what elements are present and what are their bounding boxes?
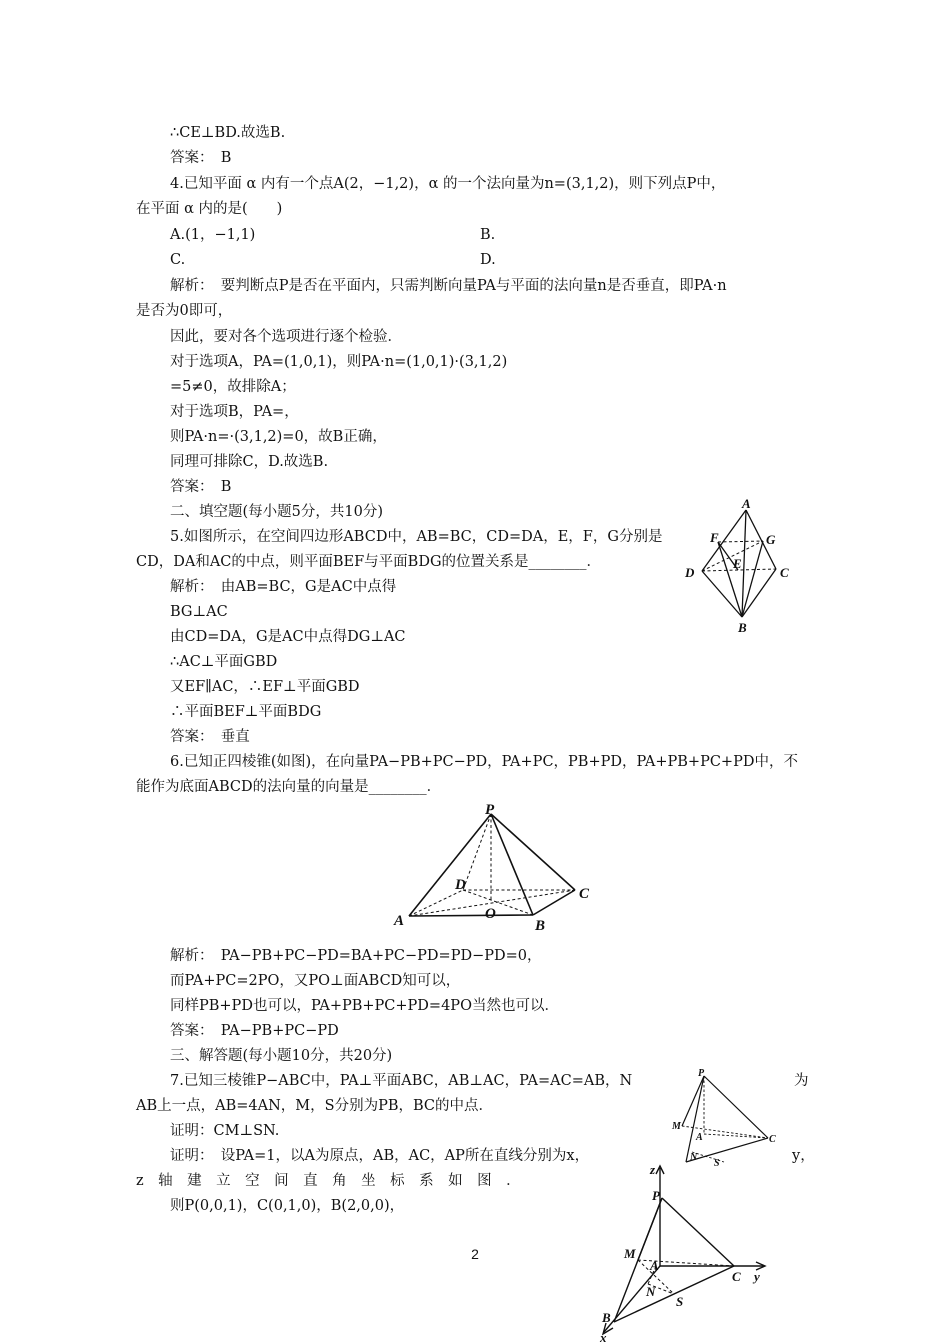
text-line-23: 由CD=DA，G是AC中点得DG⊥AC: [170, 629, 406, 645]
text-line-37: 证明：CM⊥SN.: [170, 1123, 280, 1139]
text-line-29: 能作为底面ABCD的法向量的向量是________．: [136, 779, 442, 795]
text-line-20: CD，DA和AC的中点，则平面BEF与平面BDG的位置关系是________．: [136, 554, 602, 570]
label-c: C: [732, 1269, 741, 1284]
label-p: P: [698, 1068, 705, 1079]
label-b: B: [535, 918, 546, 932]
text-line-16: 同理可排除C，D.故选B.: [170, 454, 329, 470]
text-line-15: 则PA·n=·(3,1,2)=0，故B正确，: [170, 429, 387, 445]
section-heading-fill: 二、填空题(每小题5分，共10分): [170, 504, 383, 520]
option-b: B.: [480, 227, 496, 243]
label-a: A: [696, 1132, 703, 1143]
text-line-9: 解析： 要判断点P是否在平面内，只需判断向量PA与平面的法向量n是否垂直，即PA·n: [170, 278, 727, 294]
text-line-13: =5≠0，故排除A；: [170, 379, 296, 395]
label-d: D: [455, 877, 466, 893]
text-line-40: 则P(0,0,1)，C(0,1,0)，B(2,0,0)，: [170, 1198, 405, 1214]
label-x: x: [600, 1330, 607, 1344]
text-line-33: 答案： PA−PB+PC−PD: [170, 1023, 339, 1039]
label-g: G: [766, 532, 776, 547]
option-a: A.(1，−1,1): [170, 227, 256, 243]
option-d: D.: [480, 252, 496, 268]
label-f: F: [710, 530, 719, 545]
label-p: P: [485, 802, 495, 818]
text-line-24: ∴AC⊥平面GBD: [170, 654, 278, 670]
label-a: A: [650, 1258, 659, 1273]
text-line-25: 又EF∥AC，∴EF⊥平面GBD: [170, 679, 360, 695]
text-line-30: 解析： PA−PB+PC−PD=BA+PC−PD=PD−PD=0，: [170, 948, 542, 964]
text-line-3: 4.已知平面 α 内有一个点A(2，−1,2)，α 的一个法向量为n=(3,1,2)，则下列点P中，: [170, 176, 726, 192]
tetrahedron-figure: [680, 496, 800, 636]
text-line-28: 6.已知正四棱锥(如图)，在向量PA−PB+PC−PD，PA+PC，PB+PD，PA+PB+PC+PD中，不: [170, 754, 798, 770]
text-line-21: 解析： 由AB=BC，G是AC中点得: [170, 579, 397, 595]
text-line-26: ∴平面BEF⊥平面BDG: [170, 704, 322, 720]
text-line-22: BG⊥AC: [170, 604, 228, 620]
text-line-11: 因此，要对各个选项进行逐个检验．: [170, 329, 402, 345]
text-line-4: 在平面 α 内的是( ): [136, 201, 283, 217]
text-line-17: 答案： B: [170, 479, 232, 495]
text-line-35: 7.已知三棱锥P−ABC中，PA⊥平面ABC，AB⊥AC，PA=AC=AB，N: [170, 1073, 633, 1089]
label-c: C: [780, 565, 789, 580]
label-o: O: [485, 906, 496, 922]
label-n: N: [646, 1284, 656, 1299]
text-line-32: 同样PB+PD也可以，PA+PB+PC+PD=4PO当然也可以．: [170, 998, 559, 1014]
text-line-12: 对于选项A，PA=(1,0,1)，则PA·n=(1,0,1)·(3,1,2): [170, 354, 508, 370]
text-line-35-end: 为: [794, 1073, 809, 1089]
label-s: S: [714, 1158, 720, 1168]
label-b: B: [738, 620, 747, 635]
text-line-38: 证明： 设PA=1，以A为原点，AB，AC，AP所在直线分别为x，: [170, 1148, 590, 1164]
label-p: P: [652, 1188, 660, 1203]
text-line-10: 是否为0即可，: [136, 303, 233, 319]
label-n: N: [690, 1152, 698, 1163]
text-line-38-end: y，: [792, 1148, 815, 1164]
label-z: z: [650, 1162, 656, 1177]
label-s: S: [676, 1294, 684, 1309]
label-c: C: [579, 886, 590, 902]
label-b: B: [602, 1310, 611, 1325]
text-line-19: 5.如图所示，在空间四边形ABCD中，AB=BC，CD=DA，E，F，G分别是: [170, 529, 663, 545]
pyramid-figure: [385, 800, 605, 932]
triangular-pyramid-figure: [668, 1066, 788, 1168]
text-line-39: z 轴 建 立 空 间 直 角 坐 标 系 如 图 ．: [136, 1173, 521, 1189]
label-a: A: [394, 913, 405, 929]
text-line-36: AB上一点，AB=4AN，M，S分别为PB，BC的中点．: [136, 1098, 493, 1114]
text-line-31: 而PA+PC=2PO，又PO⊥面ABCD知可以，: [170, 973, 461, 989]
label-a: A: [742, 496, 751, 511]
text-line-14: 对于选项B，PA=，: [170, 404, 299, 420]
text-line-27: 答案： 垂直: [170, 729, 250, 745]
label-m: M: [672, 1121, 681, 1132]
label-c: C: [769, 1134, 776, 1145]
option-c: C.: [170, 252, 186, 268]
text-line-1: ∴CE⊥BD.故选B.: [170, 125, 286, 141]
section-heading-solve: 三、解答题(每小题10分，共20分): [170, 1048, 393, 1064]
page-number: 2: [471, 1246, 479, 1262]
text-line-2: 答案： B: [170, 150, 232, 166]
label-d: D: [685, 565, 695, 580]
label-m: M: [624, 1246, 636, 1261]
label-e: E: [733, 556, 742, 571]
label-y: y: [754, 1269, 760, 1284]
